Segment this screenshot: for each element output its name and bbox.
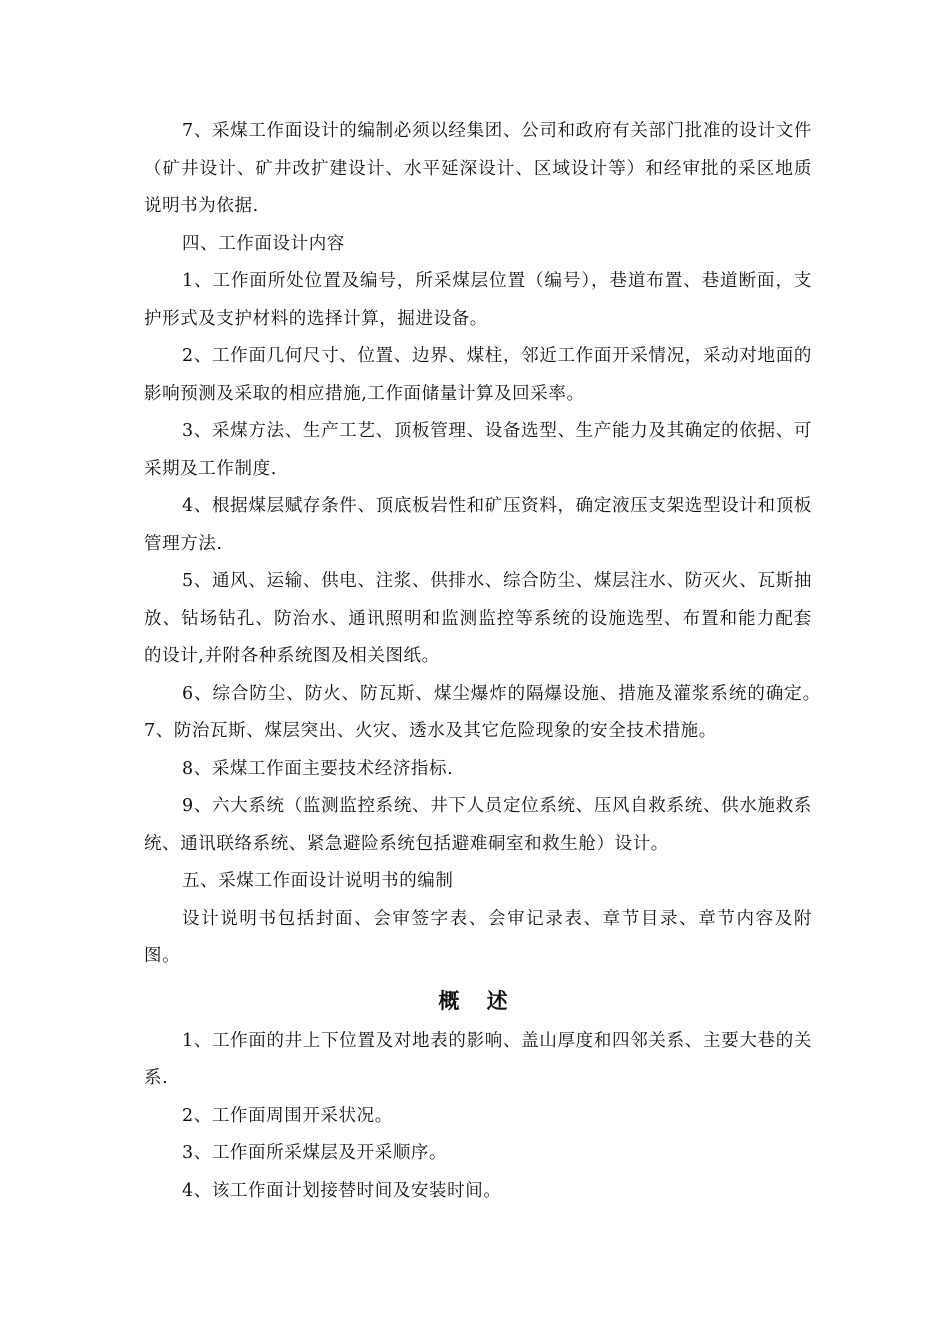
paragraph-item-6-7: 6、综合防尘、防火、防瓦斯、煤尘爆炸的隔爆设施、措施及灌浆系统的确定。 7、防治瓦斯、煤层突出、火灾、透水及其它危险现象的安全技术措施。: [144, 683, 831, 741]
overview-item-1: 1、工作面的井上下位置及对地表的影响、盖山厚度和四邻关系、主要大巷的关系.: [144, 1030, 812, 1088]
paragraph-item-7: 7、采煤工作面设计的编制必须以经集团、公司和政府有关部门批准的设计文件（矿井设计、矿井改扩建设计、水平延深设计、区域设计等）和经审批的采区地质说明书为依据.: [144, 121, 812, 216]
overview-heading: 概 述: [438, 987, 518, 1013]
paragraph-item-9: 9、六大系统（监测监控系统、井下人员定位系统、压风自救系统、供水施救系统、通讯联络系统、紧急避险系统包括避难硐室和救生舱）设计。: [144, 796, 812, 854]
section-heading-compilation: 五、采煤工作面设计说明书的编制: [182, 871, 454, 891]
overview-item-2: 2、工作面周围开采状况。: [182, 1105, 393, 1126]
paragraph-item-2: 2、工作面几何尺寸、位置、边界、煤柱，邻近工作面开采情况，采动对地面的影响预测及采取的相应措施,工作面储量计算及回采率。: [144, 346, 812, 404]
document-body: [144, 113, 831, 1210]
paragraph-compilation: 设计说明书包括封面、会审签字表、会审记录表、章节目录、章节内容及附图。: [144, 908, 812, 966]
paragraph-item-8: 8、采煤工作面主要技术经济指标.: [182, 758, 454, 779]
overview-item-3: 3、工作面所采煤层及开采顺序。: [182, 1143, 448, 1163]
paragraph-item-1: 1、工作面所处位置及编号，所采煤层位置（编号），巷道布置、巷道断面，支护形式及支护材料的选择计算，掘进设备。: [144, 271, 812, 329]
paragraph-item-3: 3、采煤方法、生产工艺、顶板管理、设备选型、生产能力及其确定的依据、可采期及工作制度.: [144, 421, 812, 479]
overview-item-4: 4、该工作面计划接替时间及安装时间。: [182, 1180, 502, 1201]
paragraph-item-5: 5、通风、运输、供电、注浆、供排水、综合防尘、煤层注水、防灭火、瓦斯抽放、钻场钻孔、防治水、通讯照明和监测监控等系统的设施选型、布置和能力配套的设计,并附各种系统图及相关图纸。: [144, 571, 812, 666]
section-heading-design-content: 四、工作面设计内容: [182, 233, 345, 254]
paragraph-item-4: 4、根据煤层赋存条件、顶底板岩性和矿压资料，确定液压支架选型设计和顶板管理方法.: [144, 496, 812, 554]
